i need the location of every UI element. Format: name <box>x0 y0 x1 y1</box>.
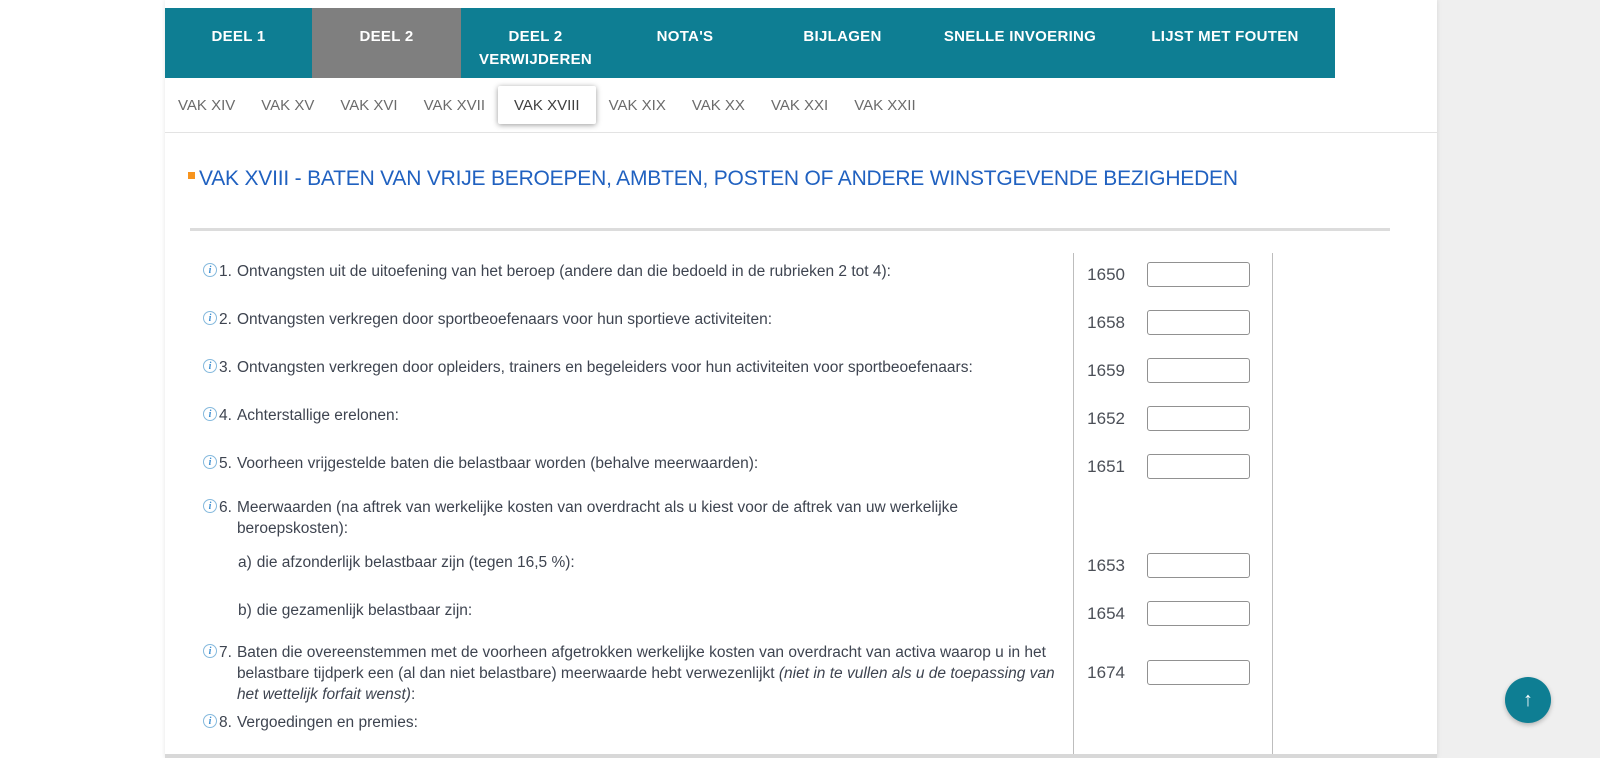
amount-row-1652 <box>1065 406 1250 431</box>
title-bullet-icon <box>188 172 195 179</box>
form-row-1 <box>203 261 891 282</box>
item-number: 7. <box>219 644 232 661</box>
amount-row-1658 <box>1065 310 1250 335</box>
amount-input-1654[interactable] <box>1147 601 1250 626</box>
amount-row-1650 <box>1065 262 1250 287</box>
item-number: 4. <box>219 407 232 424</box>
subtab-vak-xix[interactable]: VAK XIX <box>608 96 666 114</box>
item-number: a) <box>238 554 252 571</box>
item-label: Ontvangsten uit de uitoefening van het beroep (andere dan die bedoeld in de rubrieken 2 tot 4): <box>236 263 891 280</box>
item-number: 1. <box>219 263 232 280</box>
form-row-7 <box>203 642 1055 705</box>
subtab-vak-xvi[interactable]: VAK XVI <box>340 96 398 114</box>
content-card <box>165 0 1437 758</box>
amount-input-1650[interactable] <box>1147 262 1250 287</box>
subtab-vak-xvii[interactable]: VAK XVII <box>423 96 486 114</box>
nav-tab-snelle-invoering[interactable]: SNELLE INVOERING <box>943 28 1097 45</box>
item-label: Voorheen vrijgestelde baten die belastbaar worden (behalve meerwaarden): <box>236 455 759 472</box>
item-number: b) <box>238 602 252 619</box>
form-row-4 <box>203 405 399 426</box>
subtab-vak-xx[interactable]: VAK XX <box>691 96 745 114</box>
nav-tab-deel-1[interactable]: DEEL 1 <box>211 28 266 45</box>
amount-row-1651 <box>1065 454 1250 479</box>
nav-tab-deel-2-verwijderen[interactable]: DEEL 2 VERWIJDEREN <box>478 28 593 68</box>
nav-tab-deel-2[interactable]: DEEL 2 <box>312 8 461 78</box>
item-label: Meerwaarden (na aftrek van werkelijke kosten van overdracht als u kiest voor de aftrek van uw werkelijke beroepskosten): <box>236 499 959 537</box>
info-icon[interactable]: i <box>203 263 217 277</box>
form-row-8 <box>203 712 418 733</box>
info-icon[interactable]: i <box>203 714 217 728</box>
item-label: die gezamenlijk belastbaar zijn: <box>256 602 473 619</box>
amount-input-1653[interactable] <box>1147 553 1250 578</box>
form-row-2 <box>203 309 772 330</box>
amount-row-1654 <box>1065 601 1250 626</box>
code-column-right-divider <box>1272 253 1273 758</box>
nav-tab-bijlagen[interactable]: BIJLAGEN <box>803 28 882 45</box>
nav-tab-lijst-met-fouten[interactable]: LIJST MET FOUTEN <box>1151 28 1299 45</box>
item-number: 3. <box>219 359 232 376</box>
code-label: 1674 <box>1087 662 1125 682</box>
info-icon[interactable]: i <box>203 499 217 513</box>
code-label: 1650 <box>1087 264 1125 284</box>
amount-input-1658[interactable] <box>1147 310 1250 335</box>
code-label: 1653 <box>1087 555 1125 575</box>
amount-input-1652[interactable] <box>1147 406 1250 431</box>
subtab-vak-xviii[interactable]: VAK XVIII <box>498 86 596 124</box>
amount-input-1651[interactable] <box>1147 454 1250 479</box>
item-number: 2. <box>219 311 232 328</box>
title-divider <box>190 228 1390 231</box>
page-right-gutter <box>1437 0 1600 758</box>
item-label: Vergoedingen en premies: <box>236 714 418 731</box>
item-label: Achterstallige erelonen: <box>236 407 399 424</box>
item-label: Baten die overeenstemmen met de voorheen afgetrokken werkelijke kosten van overdracht van activa waarop u in het belastbare tijdperk een (al dan niet belastbare) meerwaarde hebt verwezenlijkt (niet in te vullen als u de toepassing van het wettelijk forfait wenst): <box>236 644 1055 703</box>
subtab-vak-xxii[interactable]: VAK XXII <box>854 96 916 114</box>
info-icon[interactable]: i <box>203 644 217 658</box>
scroll-to-top-button[interactable] <box>1505 677 1551 723</box>
item-number: 5. <box>219 455 232 472</box>
info-icon[interactable]: i <box>203 407 217 421</box>
item-label: die afzonderlijk belastbaar zijn (tegen 16,5 %): <box>256 554 575 571</box>
item-number: 6. <box>219 499 232 516</box>
amount-row-1653 <box>1065 553 1250 578</box>
form-row-5 <box>203 453 758 474</box>
code-label: 1658 <box>1087 312 1125 332</box>
code-label: 1652 <box>1087 408 1125 428</box>
form-row-3 <box>203 357 973 378</box>
page-title: VAK XVIII - BATEN VAN VRIJE BEROEPEN, AMBTEN, POSTEN OF ANDERE WINSTGEVENDE BEZIGHEDEN <box>199 167 1238 190</box>
form-row-6 <box>203 497 1055 539</box>
amount-row-1674 <box>1065 660 1250 685</box>
bottom-edge-divider <box>165 754 1437 758</box>
subtab-vak-xiv[interactable]: VAK XIV <box>178 96 236 114</box>
item-number: 8. <box>219 714 232 731</box>
up-arrow-icon: ↑ <box>1523 688 1533 711</box>
code-label: 1654 <box>1087 603 1125 623</box>
amount-row-1659 <box>1065 358 1250 383</box>
subtab-vak-xxi[interactable]: VAK XXI <box>770 96 829 114</box>
code-label: 1651 <box>1087 456 1125 476</box>
amount-input-1674[interactable] <box>1147 660 1250 685</box>
subtab-vak-xv[interactable]: VAK XV <box>261 96 315 114</box>
info-icon[interactable]: i <box>203 359 217 373</box>
form-row-6a <box>238 552 575 573</box>
code-label: 1659 <box>1087 360 1125 380</box>
nav-tab-notas[interactable]: NOTA'S <box>656 28 714 45</box>
amount-input-1659[interactable] <box>1147 358 1250 383</box>
main-nav <box>165 8 1335 78</box>
info-icon[interactable]: i <box>203 311 217 325</box>
info-icon[interactable]: i <box>203 455 217 469</box>
form-row-6b <box>238 600 472 621</box>
item-label: Ontvangsten verkregen door sportbeoefenaars voor hun sportieve activiteiten: <box>236 311 773 328</box>
item-label: Ontvangsten verkregen door opleiders, trainers en begeleiders voor hun activiteiten voor sportbeoefenaars: <box>236 359 973 376</box>
vak-subtabs <box>165 78 1437 133</box>
